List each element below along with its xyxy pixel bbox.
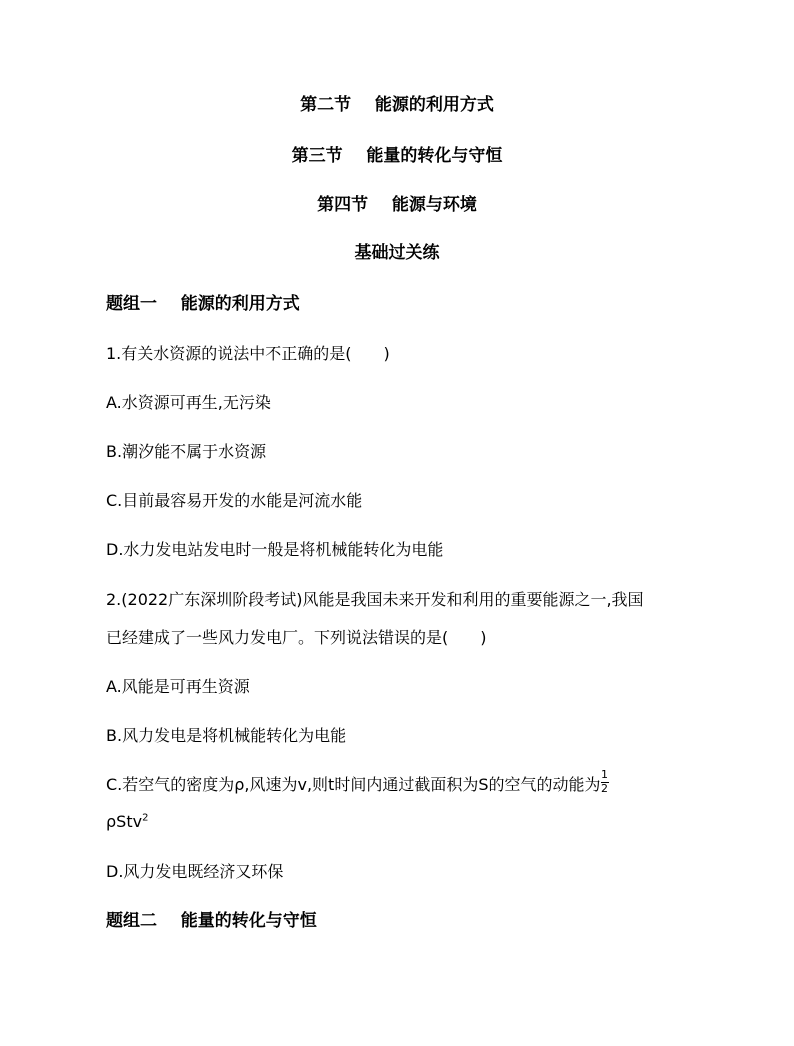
question-2-option-a: A.风能是可再生资源 [106, 677, 250, 696]
question-1-option-b: B.潮汐能不属于水资源 [106, 442, 267, 461]
question-2-option-d: D.风力发电既经济又环保 [106, 862, 284, 881]
question-2-option-c-formula: ρStv [106, 812, 143, 831]
group-1-label: 题组一 [106, 294, 157, 314]
heading-section-2-number: 第二节 [300, 95, 352, 115]
question-2-stem-line-2: 已经建成了一些风力发电厂。下列说法错误的是( ) [106, 628, 487, 647]
group-2-heading [106, 911, 317, 931]
heading-section-2-title: 能源的利用方式 [374, 95, 494, 115]
question-1-stem: 1.有关水资源的说法中不正确的是( ) [106, 344, 390, 363]
question-2-option-b: B.风力发电是将机械能转化为电能 [106, 726, 347, 745]
heading-section-3-title: 能量的转化与守恒 [366, 146, 503, 166]
fraction-denominator: 2 [601, 782, 608, 795]
question-2-option-c-text: C.若空气的密度为ρ,风速为v,则t时间内通过截面积为S的空气的动能为 [106, 775, 601, 794]
fraction-one-half [601, 768, 609, 795]
heading-section-4 [0, 195, 794, 215]
group-1-title: 能源的利用方式 [180, 294, 300, 314]
practice-heading: 基础过关练 [354, 243, 440, 263]
heading-section-4-number: 第四节 [317, 195, 369, 215]
question-1-option-a: A.水资源可再生,无污染 [106, 393, 271, 412]
group-1-heading [106, 294, 300, 314]
group-2-title: 能量的转化与守恒 [180, 911, 317, 931]
question-2-option-c-line-1 [106, 768, 609, 795]
formula-exponent: 2 [142, 812, 149, 824]
question-1-option-d: D.水力发电站发电时一般是将机械能转化为电能 [106, 540, 444, 559]
heading-section-4-title: 能源与环境 [391, 195, 477, 215]
heading-section-3-number: 第三节 [291, 146, 343, 166]
question-2-stem-line-1: 2.(2022广东深圳阶段考试)风能是我国未来开发和利用的重要能源之一,我国 [106, 590, 644, 609]
fraction-numerator: 1 [601, 768, 608, 781]
question-2-option-c-line-2 [106, 812, 148, 832]
heading-section-3 [0, 146, 794, 166]
heading-section-2 [0, 95, 794, 115]
question-1-option-c: C.目前最容易开发的水能是河流水能 [106, 491, 363, 510]
group-2-label: 题组二 [106, 911, 157, 931]
